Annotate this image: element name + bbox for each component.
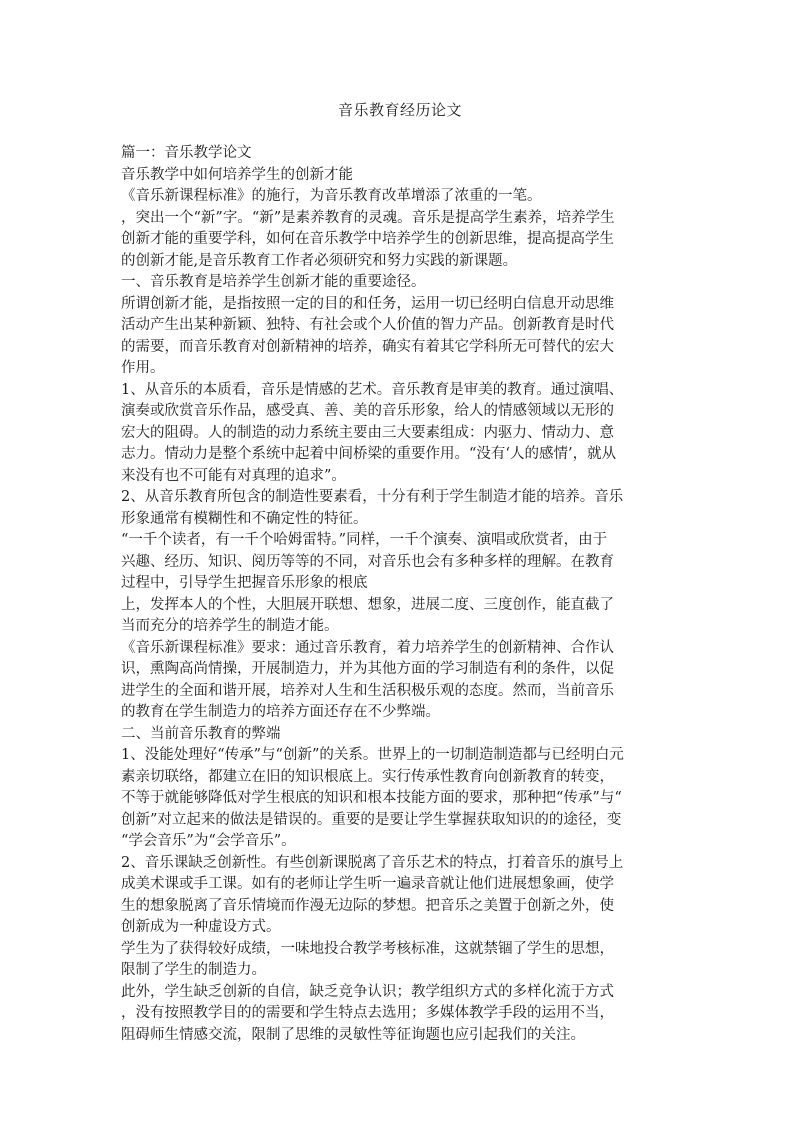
text-line: 创新”对立起来的做法是错误的。重要的是要让学生掌握获取知识的的途径，变 [121, 811, 622, 828]
text-line: 成美术课或手工课。如有的老师让学生听一遍录音就让他们进展想象画，使学 [121, 876, 614, 892]
text-line: 识，熏陶高尚情操，开展制造力，并为其他方面的学习制造有利的条件，以促 [121, 661, 614, 677]
text-line: 1、从音乐的本质看，音乐是情感的艺术。音乐教育是审美的教育。通过演唱、 [121, 381, 624, 398]
text-line: 生的想象脱离了音乐情境而作漫无边际的梦想。把音乐之美置于创新之外，使 [121, 897, 614, 914]
text-line: 不等于就能够降低对学生根底的知识和根本技能方面的要求，那种把“传承”与“ [121, 790, 622, 806]
document-title: 音乐教育经历论文 [337, 101, 462, 119]
text-line: 二、当前音乐教育的弊端 [121, 725, 281, 742]
text-line: 的创新才能,是音乐教育工作者必须研究和努力实践的新课题。 [121, 252, 518, 269]
text-line: 的教育在学生制造力的培养方面还存在不少弊端。 [121, 704, 440, 720]
text-line: 2、从音乐教育所包含的制造性要素看，十分有利于学生制造才能的培养。音乐 [121, 489, 624, 505]
text-line: 素亲切联络，都建立在旧的知识根底上。实行传承性教育向创新教育的转变， [121, 768, 614, 785]
text-line: 当而充分的培养学生的制造才能。 [121, 618, 339, 634]
text-line: 形象通常有模糊性和不确定性的特征。 [121, 510, 368, 527]
text-line: 兴趣、经历、知识、阅历等等的不同，对音乐也会有多种多样的理解。在教育 [121, 553, 614, 570]
text-line: 2、音乐课缺乏创新性。有些创新课脱离了音乐艺术的特点，打着音乐的旗号上 [121, 854, 624, 871]
text-line: 一、音乐教育是培养学生创新才能的重要途径。 [121, 274, 426, 290]
text-line: 音乐教学中如何培养学生的创新才能 [121, 166, 353, 183]
text-line: ，没有按照教学目的的需要和学生特点去选用；多媒体教学手段的运用不当， [121, 1005, 614, 1021]
text-line: 限制了学生的制造力。 [121, 962, 266, 978]
text-line: 作用。 [121, 360, 165, 376]
text-line: 《音乐新课程标准》的施行，为音乐教育改革增添了浓重的一笔。 [121, 188, 542, 204]
text-line: 进学生的全面和谐开展，培养对人生和生活积极乐观的态度。然而，当前音乐 [121, 682, 614, 699]
document-body [121, 143, 681, 1046]
text-line: 演奏或欣赏音乐作品，感受真、善、美的音乐形象，给人的情感领域以无形的 [121, 403, 614, 419]
text-line: ，突出一个“新”字。“新”是素养教育的灵魂。音乐是提高学生素养，培养学生 [121, 209, 615, 226]
text-line: 此外，学生缺乏创新的自信，缺乏竞争认识；教学组织方式的多样化流于方式 [121, 983, 614, 1000]
text-line: “一千个读者，有一千个哈姆雷特。”同样，一千个演奏、演唱或欣赏者，由于 [121, 532, 608, 548]
text-line: 所谓创新才能，是指按照一定的目的和任务，运用一切已经明白信息开动思维 [121, 295, 614, 312]
text-line: 宏大的阻碍。人的制造的动力系统主要由三大要素组成：内驱力、情动力、意 [121, 424, 614, 441]
text-line: 篇一：音乐教学论文 [121, 145, 252, 161]
text-line: 《音乐新课程标准》要求：通过音乐教育，着力培养学生的创新精神、合作认 [121, 639, 614, 656]
text-line: 活动产生出某种新颖、独特、有社会或个人价值的智力产品。创新教育是时代 [121, 317, 614, 333]
text-line: 的需要，而音乐教育对创新精神的培养，确实有着其它学科所无可替代的宏大 [121, 338, 614, 355]
text-line: 上，发挥本人的个性，大胆展开联想、想象，进展二度、三度创作，能直截了 [121, 596, 614, 613]
text-line: “学会音乐”为“会学音乐”。 [121, 833, 296, 849]
text-line: 志力。情动力是整个系统中起着中间桥梁的重要作用。“没有‘人的感情’，就从 [121, 446, 617, 462]
text-line: 过程中，引导学生把握音乐形象的根底 [121, 575, 368, 591]
text-line: 创新才能的重要学科，如何在音乐教学中培养学生的创新思维，提高提高学生 [121, 231, 614, 247]
text-line: 学生为了获得较好成绩，一味地投合教学考核标准，这就禁锢了学生的思想， [121, 940, 614, 957]
text-line: 1、没能处理好“传承”与“创新”的关系。世界上的一切制造制造都与已经明白元 [121, 747, 624, 763]
text-line: 创新成为一种虚设方式。 [121, 919, 281, 935]
text-line: 阻碍师生情感交流，限制了思维的灵敏性等征询题也应引起我们的关注。 [121, 1026, 585, 1043]
text-line: 来没有也不可能有对真理的追求”。 [121, 467, 346, 484]
